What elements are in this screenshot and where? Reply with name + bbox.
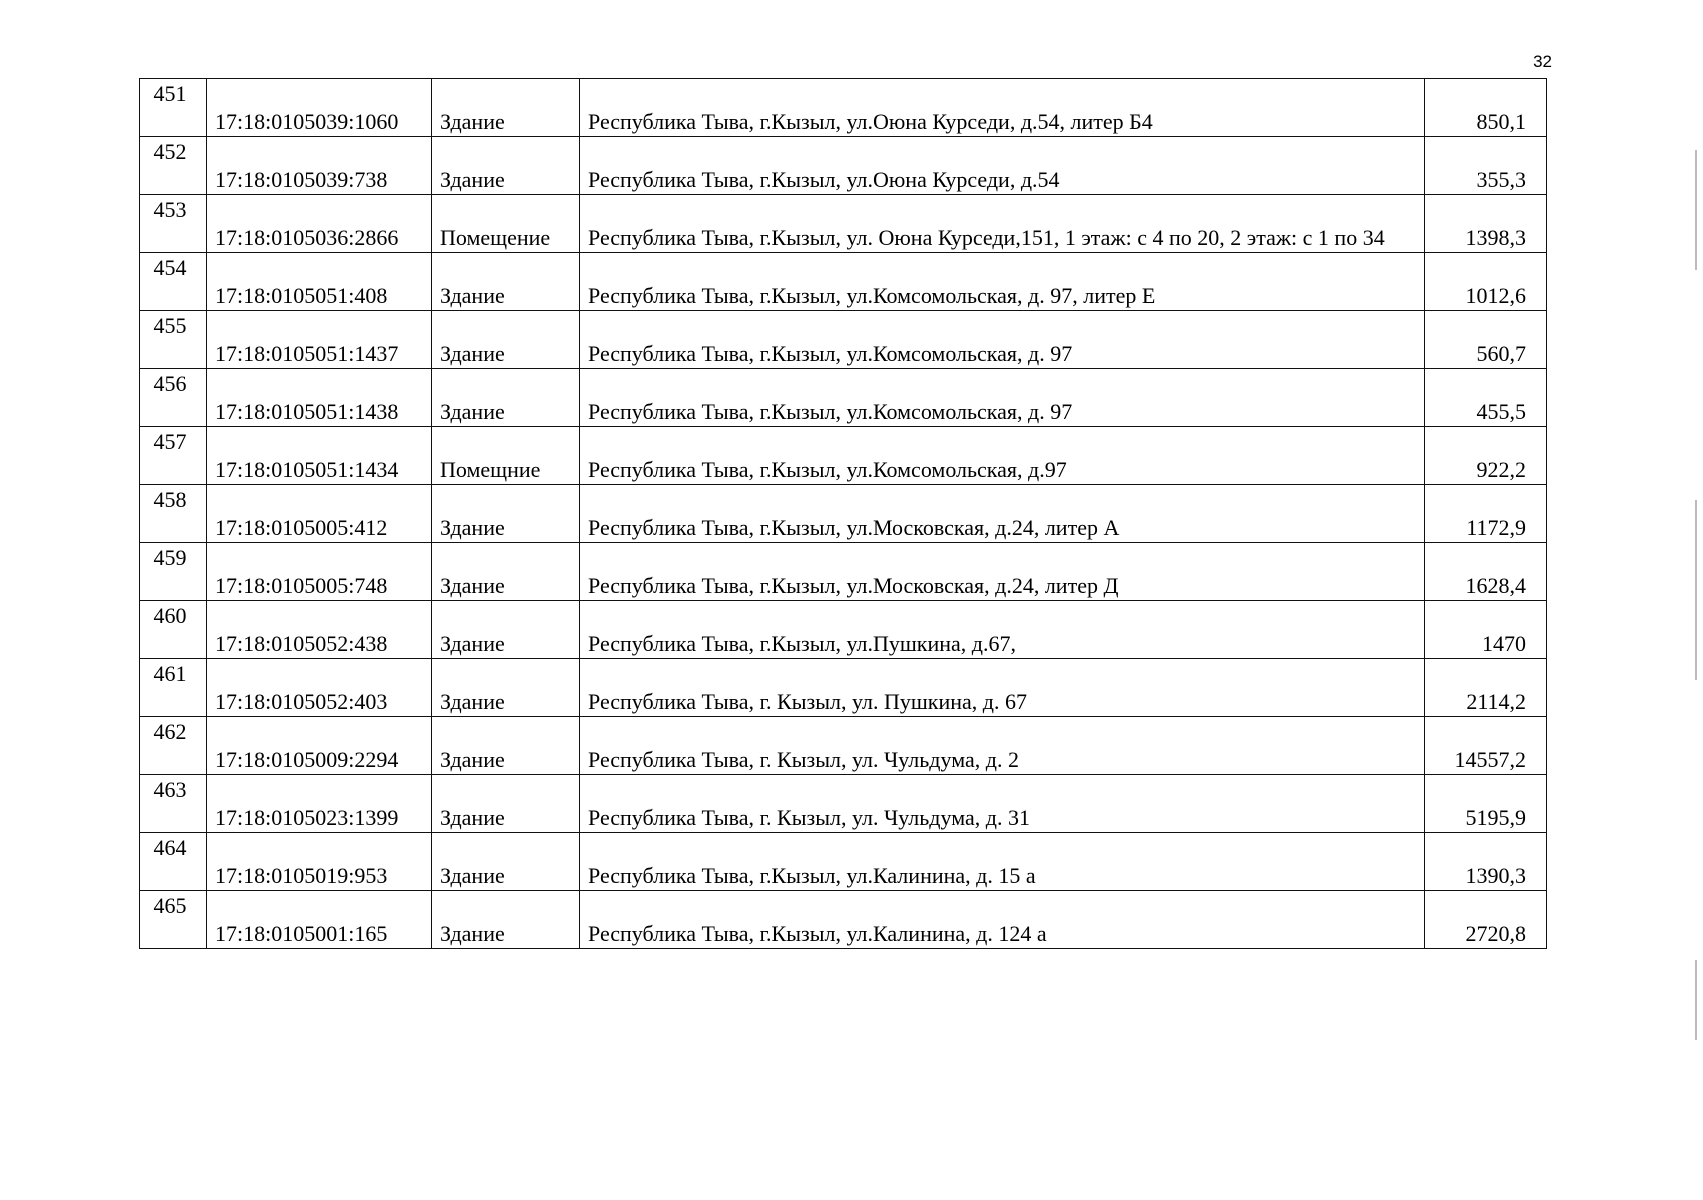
- row-number: 458: [140, 485, 207, 543]
- cadastral-number: 17:18:0105051:1434: [207, 427, 432, 485]
- row-number: 460: [140, 601, 207, 659]
- cadastral-number: 17:18:0105051:1438: [207, 369, 432, 427]
- scan-edge-mark: [1695, 500, 1697, 680]
- object-type: Здание: [432, 79, 580, 137]
- cadastral-number: 17:18:0105039:738: [207, 137, 432, 195]
- cadastral-number: 17:18:0105039:1060: [207, 79, 432, 137]
- object-type: Здание: [432, 543, 580, 601]
- row-number: 462: [140, 717, 207, 775]
- table-row: [140, 659, 1547, 717]
- table-row: [140, 137, 1547, 195]
- object-type: Здание: [432, 601, 580, 659]
- row-number: 457: [140, 427, 207, 485]
- object-type: Здание: [432, 137, 580, 195]
- cadastral-number: 17:18:0105019:953: [207, 833, 432, 891]
- row-number: 452: [140, 137, 207, 195]
- object-type: Здание: [432, 833, 580, 891]
- table-row: [140, 311, 1547, 369]
- table-row: [140, 601, 1547, 659]
- object-address: Республика Тыва, г.Кызыл, ул.Московская, д.24, литер А: [580, 485, 1425, 543]
- object-type: Здание: [432, 775, 580, 833]
- cadastral-number: 17:18:0105001:165: [207, 891, 432, 949]
- object-address: Республика Тыва, г.Кызыл, ул.Московская, д.24, литер Д: [580, 543, 1425, 601]
- object-area: 355,3: [1425, 137, 1547, 195]
- registry-table-body: [140, 79, 1547, 949]
- object-address: Республика Тыва, г.Кызыл, ул.Оюна Курседи, д.54, литер Б4: [580, 79, 1425, 137]
- object-area: 1012,6: [1425, 253, 1547, 311]
- object-type: Здание: [432, 485, 580, 543]
- object-area: 455,5: [1425, 369, 1547, 427]
- cadastral-number: 17:18:0105005:412: [207, 485, 432, 543]
- cadastral-number: 17:18:0105009:2294: [207, 717, 432, 775]
- table-row: [140, 79, 1547, 137]
- row-number: 453: [140, 195, 207, 253]
- cadastral-number: 17:18:0105052:438: [207, 601, 432, 659]
- row-number: 456: [140, 369, 207, 427]
- object-type: Здание: [432, 253, 580, 311]
- page-number: 32: [1533, 52, 1552, 71]
- object-address: Республика Тыва, г.Кызыл, ул.Комсомольская, д. 97: [580, 369, 1425, 427]
- object-type: Здание: [432, 891, 580, 949]
- table-row: [140, 891, 1547, 949]
- object-address: Республика Тыва, г.Кызыл, ул.Оюна Курседи, д.54: [580, 137, 1425, 195]
- object-area: 1470: [1425, 601, 1547, 659]
- table-row: [140, 485, 1547, 543]
- object-address: Республика Тыва, г.Кызыл, ул.Комсомольская, д. 97, литер Е: [580, 253, 1425, 311]
- row-number: 459: [140, 543, 207, 601]
- object-type: Здание: [432, 369, 580, 427]
- object-area: 850,1: [1425, 79, 1547, 137]
- scan-edge-mark: [1695, 150, 1697, 270]
- property-registry-table: [139, 78, 1547, 949]
- table-row: [140, 195, 1547, 253]
- row-number: 463: [140, 775, 207, 833]
- object-type: Здание: [432, 717, 580, 775]
- cadastral-number: 17:18:0105005:748: [207, 543, 432, 601]
- object-address: Республика Тыва, г.Кызыл, ул.Калинина, д. 15 а: [580, 833, 1425, 891]
- object-address: Республика Тыва, г.Кызыл, ул.Пушкина, д.67,: [580, 601, 1425, 659]
- cadastral-number: 17:18:0105052:403: [207, 659, 432, 717]
- table-row: [140, 253, 1547, 311]
- table-row: [140, 833, 1547, 891]
- object-area: 5195,9: [1425, 775, 1547, 833]
- object-area: 1398,3: [1425, 195, 1547, 253]
- object-address: Республика Тыва, г. Кызыл, ул. Чульдума, д. 2: [580, 717, 1425, 775]
- object-area: 1390,3: [1425, 833, 1547, 891]
- row-number: 455: [140, 311, 207, 369]
- object-type: Помещение: [432, 195, 580, 253]
- object-area: 2720,8: [1425, 891, 1547, 949]
- scan-edge-mark: [1695, 960, 1697, 1040]
- table-row: [140, 369, 1547, 427]
- object-address: Республика Тыва, г.Кызыл, ул.Комсомольская, д. 97: [580, 311, 1425, 369]
- object-type: Помещние: [432, 427, 580, 485]
- row-number: 454: [140, 253, 207, 311]
- object-area: 14557,2: [1425, 717, 1547, 775]
- object-type: Здание: [432, 311, 580, 369]
- object-address: Республика Тыва, г.Кызыл, ул.Калинина, д. 124 а: [580, 891, 1425, 949]
- row-number: 465: [140, 891, 207, 949]
- cadastral-number: 17:18:0105051:408: [207, 253, 432, 311]
- row-number: 464: [140, 833, 207, 891]
- object-area: 922,2: [1425, 427, 1547, 485]
- object-address: Республика Тыва, г. Кызыл, ул. Пушкина, д. 67: [580, 659, 1425, 717]
- object-address: Республика Тыва, г. Кызыл, ул. Чульдума, д. 31: [580, 775, 1425, 833]
- row-number: 461: [140, 659, 207, 717]
- object-area: 1172,9: [1425, 485, 1547, 543]
- row-number: 451: [140, 79, 207, 137]
- table-row: [140, 717, 1547, 775]
- object-address: Республика Тыва, г.Кызыл, ул.Комсомольская, д.97: [580, 427, 1425, 485]
- cadastral-number: 17:18:0105051:1437: [207, 311, 432, 369]
- object-type: Здание: [432, 659, 580, 717]
- table-row: [140, 775, 1547, 833]
- object-area: 560,7: [1425, 311, 1547, 369]
- object-area: 1628,4: [1425, 543, 1547, 601]
- object-address: Республика Тыва, г.Кызыл, ул. Оюна Курседи,151, 1 этаж: с 4 по 20, 2 этаж: с 1 по 34: [580, 195, 1425, 253]
- cadastral-number: 17:18:0105036:2866: [207, 195, 432, 253]
- table-row: [140, 543, 1547, 601]
- cadastral-number: 17:18:0105023:1399: [207, 775, 432, 833]
- object-area: 2114,2: [1425, 659, 1547, 717]
- table-row: [140, 427, 1547, 485]
